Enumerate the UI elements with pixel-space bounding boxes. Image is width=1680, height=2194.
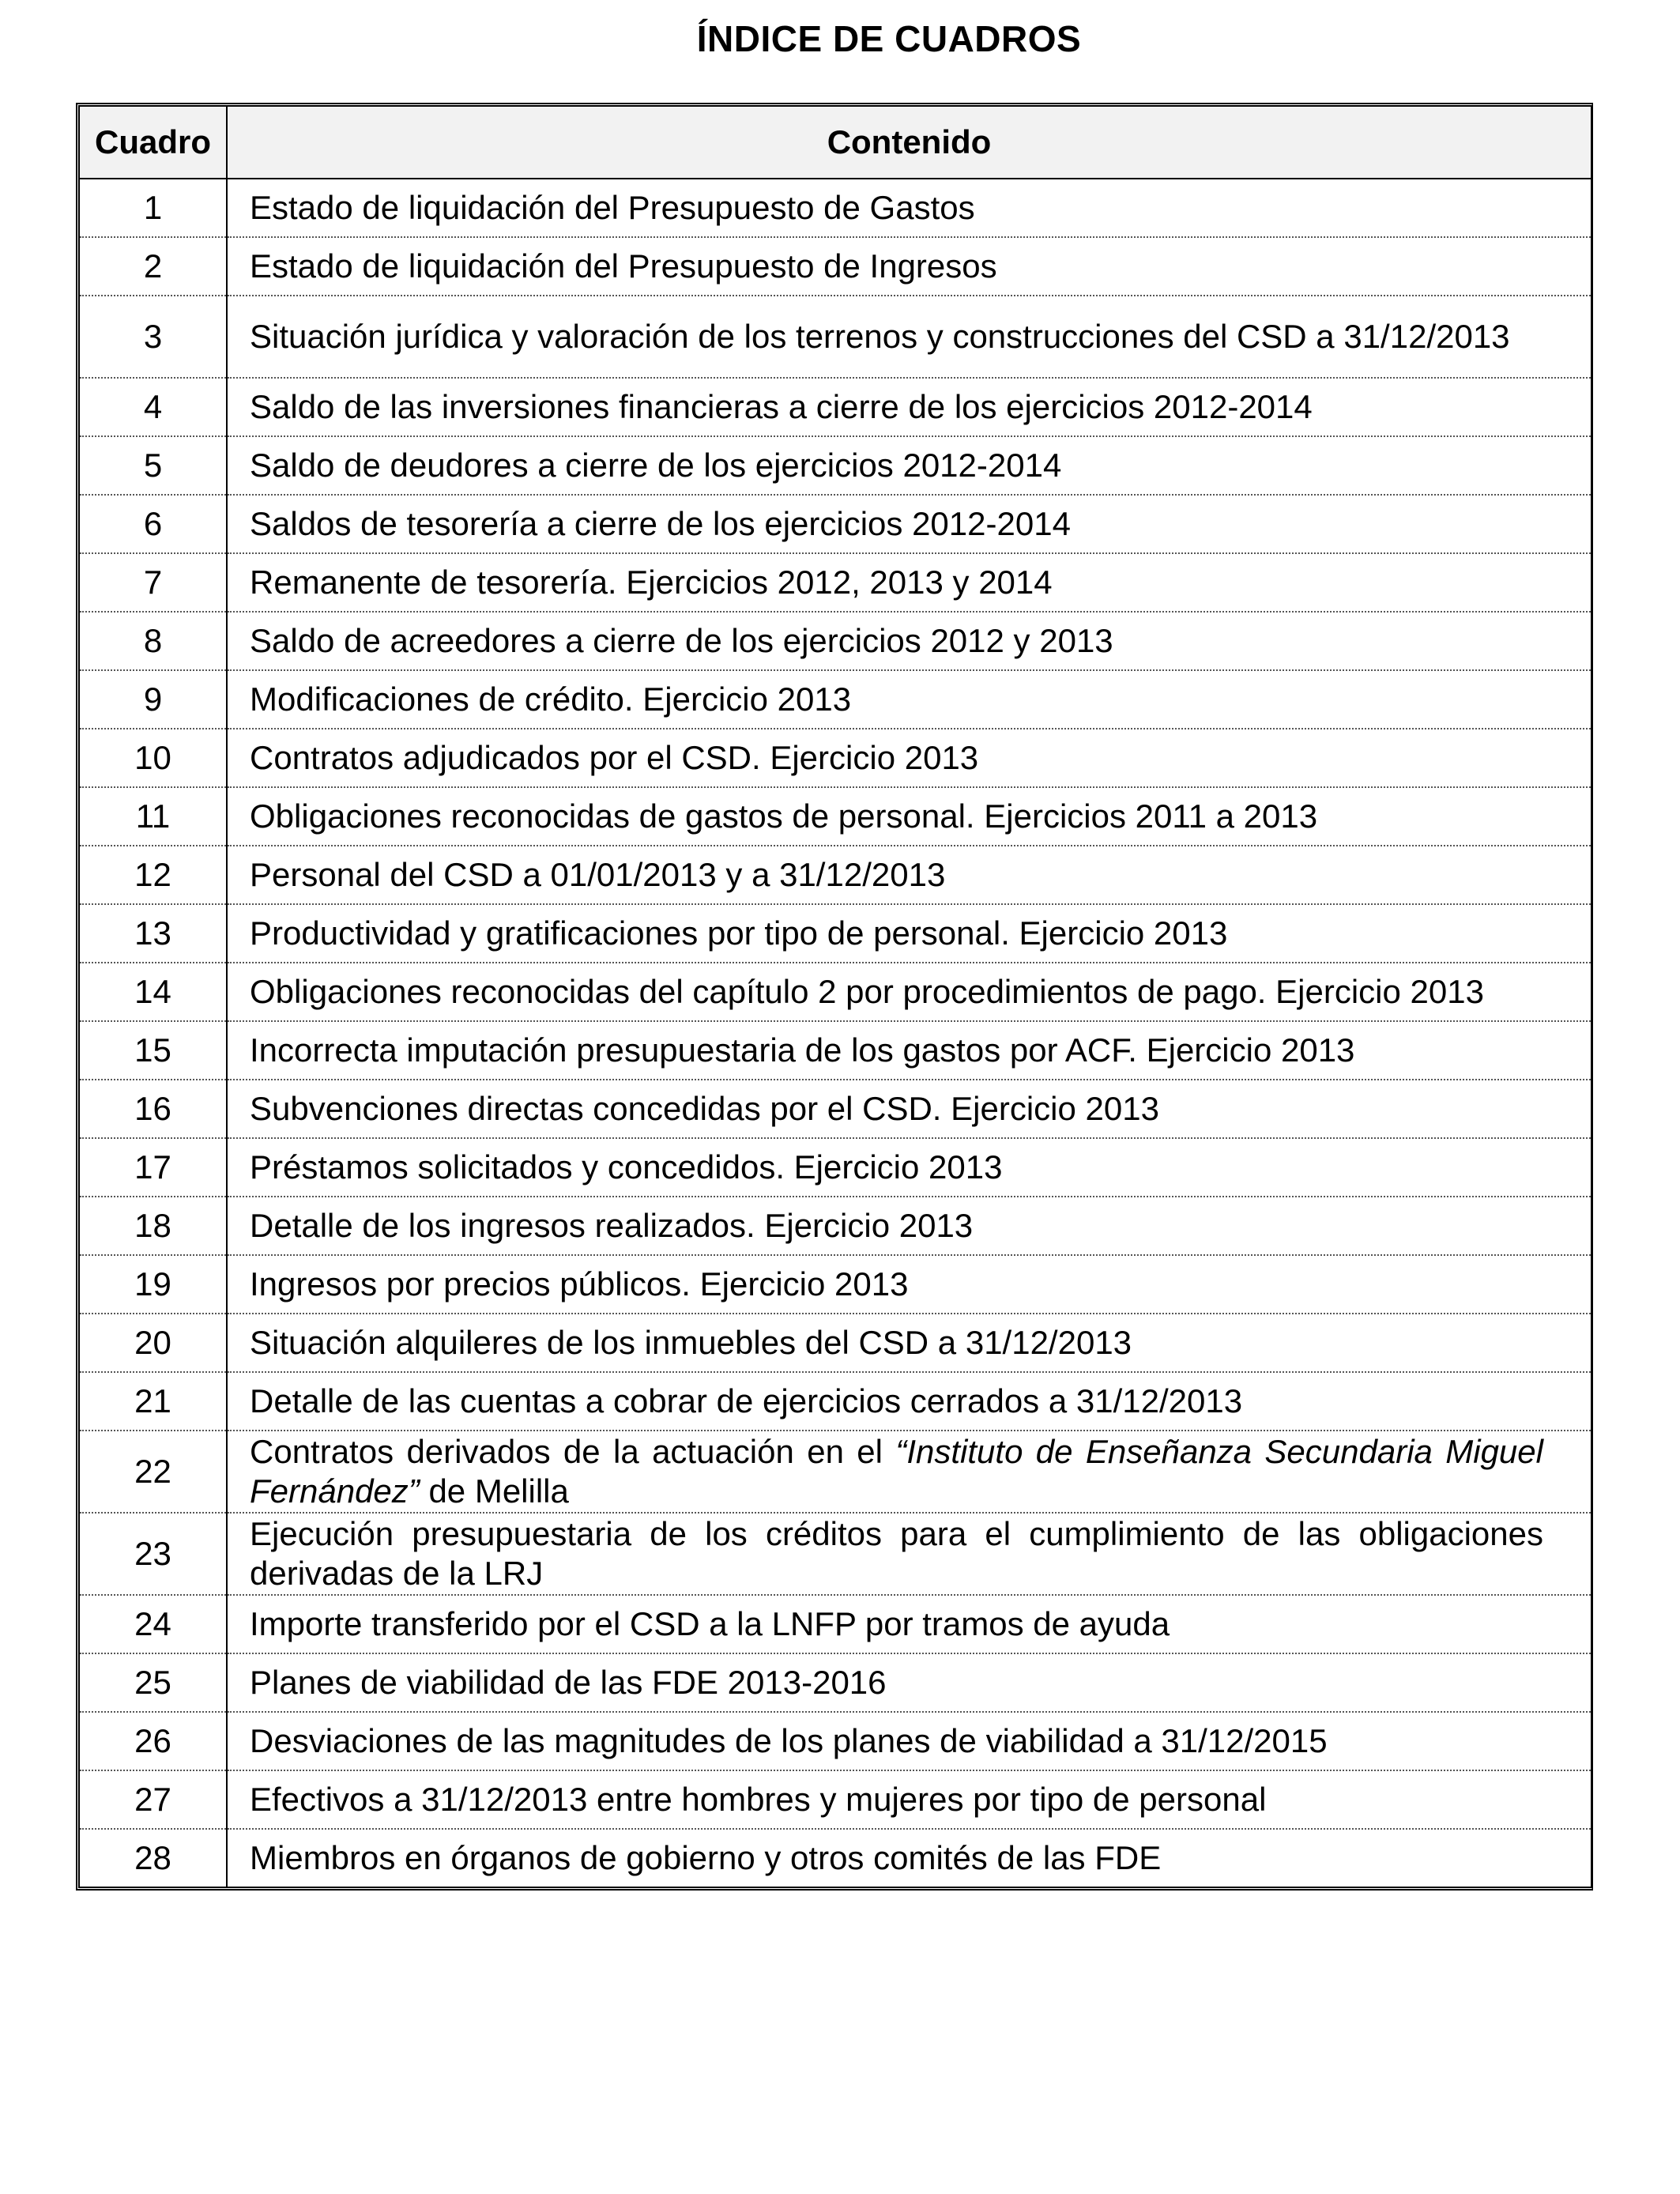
- cuadro-number: 16: [80, 1080, 227, 1138]
- cuadro-number: 9: [80, 670, 227, 729]
- cuadro-content: Importe transferido por el CSD a la LNFP por tramos de ayuda: [227, 1595, 1591, 1653]
- cuadro-content: Miembros en órganos de gobierno y otros comités de las FDE: [250, 1839, 1162, 1876]
- cuadro-number: 24: [80, 1595, 227, 1653]
- table-row: [80, 1197, 1591, 1255]
- cuadro-number: 23: [80, 1513, 227, 1595]
- table-row: [80, 670, 1591, 729]
- cuadro-number: 26: [80, 1712, 227, 1770]
- cuadro-number: 27: [80, 1770, 227, 1829]
- table-row: [80, 179, 1591, 237]
- cuadro-number: 12: [80, 846, 227, 904]
- cuadro-number: 8: [80, 612, 227, 670]
- cuadro-content: Obligaciones reconocidas del capítulo 2 por procedimientos de pago. Ejercicio 2013: [227, 963, 1591, 1021]
- table-row: [80, 495, 1591, 553]
- cuadro-content: [227, 1431, 1591, 1513]
- cuadro-number: 15: [80, 1021, 227, 1080]
- table-row: [80, 787, 1591, 846]
- cuadro-content: Personal del CSD a 01/01/2013 y a 31/12/2013: [227, 846, 1591, 904]
- cuadro-number: 13: [80, 904, 227, 963]
- index-table-frame: [76, 103, 1593, 1891]
- cuadro-number: 7: [80, 553, 227, 612]
- cuadro-number: 14: [80, 963, 227, 1021]
- table-row: [80, 729, 1591, 787]
- table-row: [80, 1431, 1591, 1513]
- cuadro-number: 6: [80, 495, 227, 553]
- cuadro-content: Remanente de tesorería. Ejercicios 2012, 2013 y 2014: [227, 553, 1591, 612]
- cuadro-content: Efectivos a 31/12/2013 entre hombres y mujeres por tipo de personal: [227, 1770, 1591, 1829]
- cuadro-content: Planes de viabilidad de las FDE 2013-2016: [227, 1653, 1591, 1712]
- table-row: [80, 1595, 1591, 1653]
- page-title: ÍNDICE DE CUADROS: [696, 18, 1082, 59]
- cuadro-content: Préstamos solicitados y concedidos. Ejercicio 2013: [227, 1138, 1591, 1197]
- table-row: [80, 612, 1591, 670]
- cuadro-content: Contratos adjudicados por el CSD. Ejercicio 2013: [227, 729, 1591, 787]
- table-row: [80, 1829, 1591, 1887]
- cuadro-content: Saldos de tesorería a cierre de los ejercicios 2012-2014: [227, 495, 1591, 553]
- cuadro-content: Productividad y gratificaciones por tipo de personal. Ejercicio 2013: [227, 904, 1591, 963]
- table-row: [80, 378, 1591, 436]
- cuadro-number: 22: [80, 1431, 227, 1513]
- table-row: [80, 1770, 1591, 1829]
- table-row: [80, 1138, 1591, 1197]
- cuadro-content: Estado de liquidación del Presupuesto de Gastos: [227, 179, 1591, 237]
- table-row: [80, 1653, 1591, 1712]
- cuadro-content: Saldo de las inversiones financieras a cierre de los ejercicios 2012-2014: [227, 378, 1591, 436]
- cuadro-number: 20: [80, 1314, 227, 1372]
- cuadro-content: Desviaciones de las magnitudes de los planes de viabilidad a 31/12/2015: [227, 1712, 1591, 1770]
- table-row: [80, 296, 1591, 378]
- table-row: [80, 904, 1591, 963]
- table-row: [80, 1080, 1591, 1138]
- index-table: [80, 107, 1591, 1887]
- cuadro-content: Obligaciones reconocidas de gastos de personal. Ejercicios 2011 a 2013: [227, 787, 1591, 846]
- cuadro-number: 17: [80, 1138, 227, 1197]
- content-text: de Melilla: [419, 1472, 569, 1510]
- content-text: Contratos derivados de la actuación en el: [250, 1433, 896, 1470]
- table-row: [80, 1712, 1591, 1770]
- cuadro-number: 5: [80, 436, 227, 495]
- table-row: [80, 436, 1591, 495]
- cuadro-number: 2: [80, 237, 227, 296]
- cuadro-content: Subvenciones directas concedidas por el CSD. Ejercicio 2013: [227, 1080, 1591, 1138]
- cuadro-number: 11: [80, 787, 227, 846]
- cuadro-content: Situación alquileres de los inmuebles del CSD a 31/12/2013: [227, 1314, 1591, 1372]
- table-row: [80, 846, 1591, 904]
- table-row: [80, 1021, 1591, 1080]
- header-contenido: Contenido: [227, 107, 1591, 179]
- table-header-row: [80, 107, 1591, 179]
- cuadro-number: 28: [80, 1829, 227, 1887]
- cuadro-number: 21: [80, 1372, 227, 1431]
- cuadro-content: Incorrecta imputación presupuestaria de los gastos por ACF. Ejercicio 2013: [227, 1021, 1591, 1080]
- cuadro-content: Detalle de las cuentas a cobrar de ejercicios cerrados a 31/12/2013: [227, 1372, 1591, 1431]
- cuadro-content: Detalle de los ingresos realizados. Ejercicio 2013: [227, 1197, 1591, 1255]
- cuadro-content: Saldo de acreedores a cierre de los ejercicios 2012 y 2013: [227, 612, 1591, 670]
- table-row: [80, 963, 1591, 1021]
- table-row: [80, 1255, 1591, 1314]
- table-row: [80, 1314, 1591, 1372]
- table-row: [80, 553, 1591, 612]
- table-body: [80, 179, 1591, 1887]
- cuadro-number: 25: [80, 1653, 227, 1712]
- cuadro-content: Situación jurídica y valoración de los terrenos y construcciones del CSD a 31/12/2013: [227, 296, 1591, 378]
- table-row: [80, 1372, 1591, 1431]
- cuadro-number: 3: [80, 296, 227, 378]
- table-row: [80, 237, 1591, 296]
- cuadro-content: Estado de liquidación del Presupuesto de Ingresos: [227, 237, 1591, 296]
- cuadro-content: Ejecución presupuestaria de los créditos para el cumplimiento de las obligaciones derivadas de la LRJ: [227, 1513, 1591, 1595]
- cuadro-content: Ingresos por precios públicos. Ejercicio 2013: [227, 1255, 1591, 1314]
- cuadro-number: 1: [80, 179, 227, 237]
- cuadro-number: 4: [80, 378, 227, 436]
- cuadro-number: 18: [80, 1197, 227, 1255]
- table-row: [80, 1513, 1591, 1595]
- cuadro-number: 19: [80, 1255, 227, 1314]
- content-italic-title: “Instituto de Enseñanza Secundaria Miguel Fernández”: [250, 1433, 1543, 1510]
- cuadro-content: Modificaciones de crédito. Ejercicio 2013: [227, 670, 1591, 729]
- cuadro-number: 10: [80, 729, 227, 787]
- cuadro-content: Saldo de deudores a cierre de los ejercicios 2012-2014: [227, 436, 1591, 495]
- header-cuadro: Cuadro: [80, 107, 227, 179]
